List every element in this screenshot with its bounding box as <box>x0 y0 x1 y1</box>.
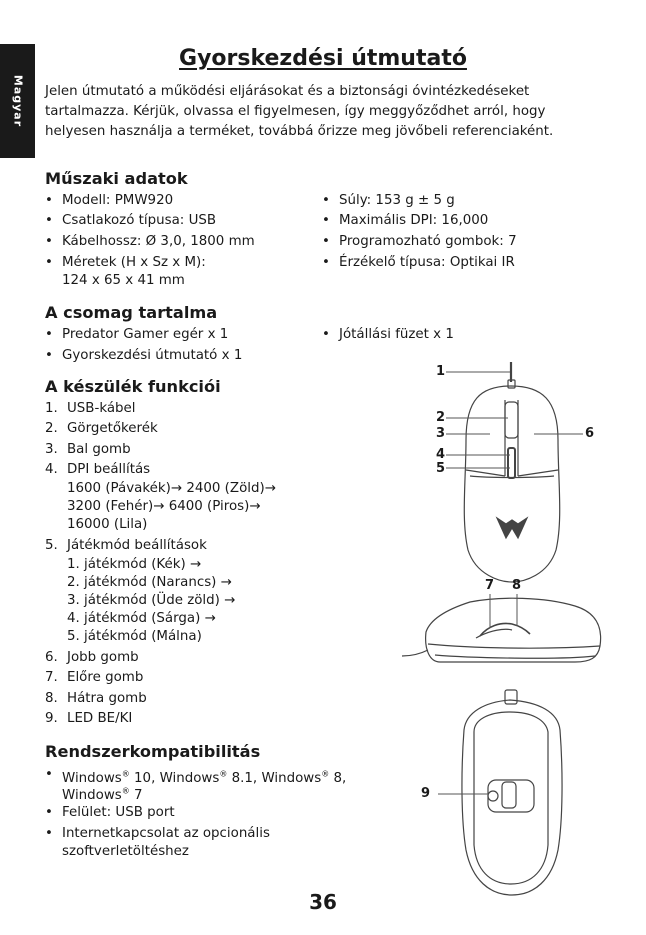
compat-heading: Rendszerkompatibilitás <box>45 742 261 761</box>
compat-windows-text: Windows® 10, Windows® 8.1, Windows® 8, <box>62 770 347 787</box>
mode-line: 1. játékmód (Kék) → <box>67 557 202 572</box>
package-heading: A csomag tartalma <box>45 303 218 322</box>
mode-line: 4. játékmód (Sárga) → <box>67 611 216 626</box>
callout-8: 8 <box>512 578 522 593</box>
function-number: 2. <box>45 421 58 436</box>
function-label: Jobb gomb <box>67 650 139 665</box>
mouse-side-view-illustration <box>402 598 601 662</box>
package-item: • Predator Gamer egér x 1 <box>62 325 228 344</box>
mouse-top-view-illustration <box>464 362 559 582</box>
function-number: 5. <box>45 538 58 553</box>
dpi-line: 16000 (Lila) <box>67 517 148 532</box>
compat-item: szoftverletöltéshez <box>62 844 189 859</box>
function-number: 4. <box>45 462 58 477</box>
intro-paragraph: Jelen útmutató a működési eljárásokat és a biztonsági óvintézkedéseket tartalmazza. Kérjük, olvassa el figyelmesen, így meggyőződhet arról, hogy helyesen használja a terméket, továbbá őrizze meg jövőbeli referenciaként. <box>45 84 554 139</box>
spec-dimensions-value: 124 x 65 x 41 mm <box>62 273 185 288</box>
spec-item: • Csatlakozó típusa: USB <box>62 211 216 230</box>
mode-line: 3. játékmód (Üde zöld) → <box>67 593 236 608</box>
callout-6: 6 <box>585 426 595 441</box>
functions-heading: A készülék funkciói <box>45 377 221 396</box>
callout-2: 2 <box>436 410 446 425</box>
function-number: 8. <box>45 691 58 706</box>
package-item: • Gyorskezdési útmutató x 1 <box>62 346 242 365</box>
compat-item: • Internetkapcsolat az opcionális <box>62 824 270 843</box>
callout-9: 9 <box>421 786 431 801</box>
spec-item: • Programozható gombok: 7 <box>339 232 517 251</box>
callout-5: 5 <box>436 461 446 476</box>
callout-leaders <box>438 372 583 794</box>
function-number: 1. <box>45 401 58 416</box>
spec-item: • Modell: PMW920 <box>62 191 173 210</box>
callout-7: 7 <box>485 578 495 593</box>
spec-item: • Érzékelő típusa: Optikai IR <box>339 253 515 272</box>
page-title: Gyorskezdési útmutató <box>179 46 467 71</box>
mode-line: 5. játékmód (Málna) <box>67 629 202 644</box>
page-number: 36 <box>309 890 337 914</box>
specs-heading: Műszaki adatok <box>45 169 188 188</box>
spec-item: • Maximális DPI: 16,000 <box>339 211 488 230</box>
function-label: DPI beállítás <box>67 462 151 477</box>
mode-line: 2. játékmód (Narancs) → <box>67 575 232 590</box>
callout-1: 1 <box>436 364 446 379</box>
function-label: Játékmód beállítások <box>67 538 207 553</box>
function-label: Előre gomb <box>67 670 144 685</box>
spec-item: • Súly: 153 g ± 5 g <box>339 191 455 210</box>
dpi-line: 3200 (Fehér)→ 6400 (Piros)→ <box>67 499 261 514</box>
function-label: Görgetőkerék <box>67 421 158 436</box>
function-number: 9. <box>45 711 58 726</box>
function-label: Bal gomb <box>67 442 131 457</box>
compat-windows-text: Windows® 7 <box>62 787 143 804</box>
compat-item: • Felület: USB port <box>62 803 175 822</box>
function-number: 6. <box>45 650 58 665</box>
function-number: 3. <box>45 442 58 457</box>
function-label: USB-kábel <box>67 401 136 416</box>
function-label: LED BE/KI <box>67 711 133 726</box>
spec-item: • Kábelhossz: Ø 3,0, 1800 mm <box>62 232 255 251</box>
spec-item: • Méretek (H x Sz x M): <box>62 253 206 272</box>
mouse-bottom-view-illustration <box>462 690 562 895</box>
package-item: • Jótállási füzet x 1 <box>339 325 454 344</box>
function-number: 7. <box>45 670 58 685</box>
language-tab-label: Magyar <box>11 74 24 128</box>
dpi-line: 1600 (Pávakék)→ 2400 (Zöld)→ <box>67 481 276 496</box>
function-label: Hátra gomb <box>67 691 147 706</box>
callout-3: 3 <box>436 426 446 441</box>
callout-4: 4 <box>436 447 446 462</box>
